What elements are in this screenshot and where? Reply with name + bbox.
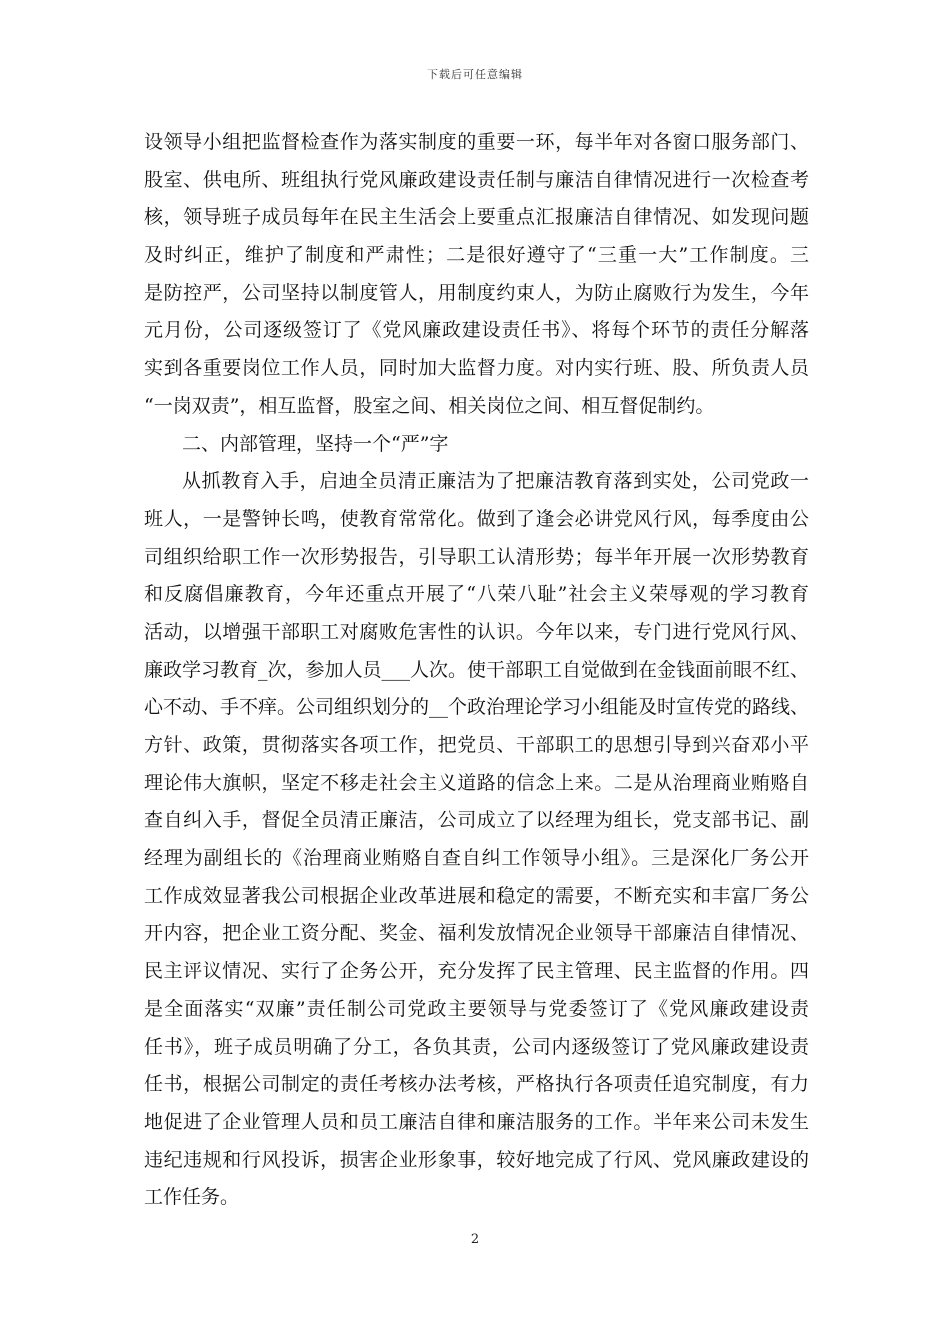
text-line: 设领导小组把监督检查作为落实制度的重要一环，每半年对各窗口服务部门、 bbox=[144, 131, 809, 153]
text-line: 任书》，班子成员明确了分工，各负其责，公司内逐级签订了党风廉政建设责 bbox=[144, 1035, 809, 1058]
text-line: 核，领导班子成员每年在民主生活会上要重点汇报廉洁自律情况、如发现问题 bbox=[144, 206, 809, 229]
text-line: 地促进了企业管理人员和员工廉洁自律和廉洁服务的工作。半年来公司未发生 bbox=[144, 1110, 809, 1133]
text-line: 是全面落实“双廉”责任制公司党政主要领导与党委签订了《党风廉政建设责 bbox=[144, 997, 809, 1020]
text-line: 工作成效显著我公司根据企业改革进展和稳定的需要，不断充实和丰富厂务公 bbox=[144, 884, 809, 907]
text-line: 是防控严，公司坚持以制度管人，用制度约束人，为防止腐败行为发生，今年 bbox=[144, 281, 809, 304]
text-line: 实到各重要岗位工作人员，同时加大监督力度。对内实行班、股、所负责人员 bbox=[144, 357, 809, 380]
page-number: 2 bbox=[470, 1232, 480, 1247]
text-line: 元月份，公司逐级签订了《党风廉政建设责任书》、将每个环节的责任分解落 bbox=[144, 319, 809, 342]
text-line: 民主评议情况、实行了企务公开，充分发挥了民主管理、民主监督的作用。四 bbox=[144, 960, 809, 983]
text-line: 查自纠入手，督促全员清正廉洁，公司成立了以经理为组长，党支部书记、副 bbox=[144, 809, 809, 832]
text-line: 任书，根据公司制定的责任考核办法考核，严格执行各项责任追究制度，有力 bbox=[144, 1073, 809, 1096]
text-line: 班人，一是警钟长鸣，使教育常常化。做到了逢会必讲党风行风，每季度由公 bbox=[144, 507, 809, 530]
text-line: 心不动、手不痒。公司组织划分的__个政治理论学习小组能及时宣传党的路线、 bbox=[144, 696, 809, 719]
text-line: 开内容，把企业工资分配、奖金、福利发放情况企业领导干部廉洁自律情况、 bbox=[144, 922, 809, 945]
text-line: 工作任务。 bbox=[144, 1186, 240, 1209]
text-line: 股室、供电所、班组执行党风廉政建设责任制与廉洁自律情况进行一次检查考 bbox=[144, 168, 809, 191]
text-line: 方针、政策，贯彻落实各项工作，把党员、干部职工的思想引导到兴奋邓小平 bbox=[144, 734, 809, 756]
text-line: 经理为副组长的《治理商业贿赂自查自纠工作领导小组》。三是深化厂务公开 bbox=[144, 847, 809, 870]
page-header: 下载后可任意编辑 bbox=[427, 68, 523, 81]
text-line: 及时纠正，维护了制度和严肃性；二是很好遵守了“三重一大”工作制度。三 bbox=[144, 244, 809, 267]
text-line: 和反腐倡廉教育，今年还重点开展了“八荣八耻”社会主义荣辱观的学习教育 bbox=[144, 583, 809, 606]
text-line: 从抓教育入手，启迪全员清正廉洁为了把廉洁教育落到实处，公司党政一 bbox=[182, 470, 809, 493]
text-line: 理论伟大旗帜，坚定不移走社会主义道路的信念上来。二是从治理商业贿赂自 bbox=[144, 771, 809, 794]
text-line: 廉政学习教育_次，参加人员___人次。使干部职工自觉做到在金钱面前眼不红、 bbox=[144, 658, 809, 681]
text-line: 违纪违规和行风投诉，损害企业形象事，较好地完成了行风、党风廉政建设的 bbox=[144, 1148, 809, 1171]
text-line: “一岗双责”，相互监督，股室之间、相关岗位之间、相互督促制约。 bbox=[144, 394, 715, 417]
text-line: 司组织给职工作一次形势报告，引导职工认清形势；每半年开展一次形势教育 bbox=[144, 545, 809, 568]
text-line: 活动，以增强干部职工对腐败危害性的认识。今年以来，专门进行党风行风、 bbox=[144, 620, 809, 643]
text-line: 二、内部管理，坚持一个“严”字 bbox=[182, 432, 449, 455]
document-body bbox=[144, 124, 809, 1217]
